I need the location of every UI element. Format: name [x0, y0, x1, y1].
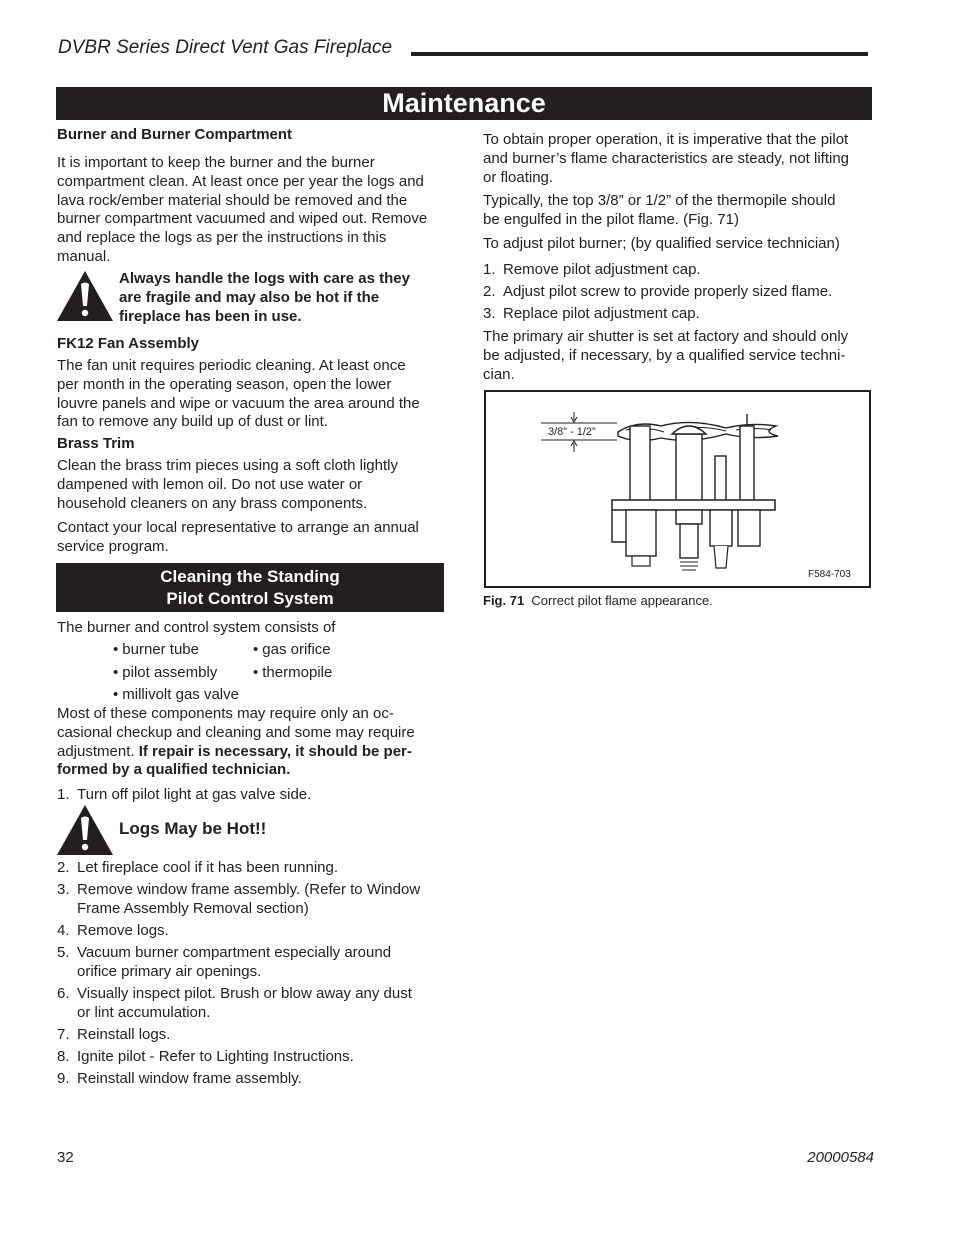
text-line: It is important to keep the burner and the burner [57, 154, 375, 171]
text-line: dampened with lemon oil. Do not use water or [57, 475, 363, 493]
figure-caption-text: Correct pilot flame appearance. [531, 593, 713, 608]
warning-triangle-icon [56, 270, 114, 322]
step-number: 5. [57, 944, 70, 961]
header-rule [411, 52, 868, 56]
component-label: millivolt gas valve [122, 686, 239, 703]
text-line: Always handle the logs with care as they [119, 270, 410, 287]
burner-paragraph [57, 154, 447, 267]
text-line: cian. [483, 365, 515, 383]
step-number: 2. [483, 283, 496, 300]
text-line [57, 743, 447, 762]
fan-heading: FK12 Fan Assembly [57, 335, 199, 352]
proper-operation-paragraph [483, 131, 873, 187]
step-number: 2. [57, 859, 70, 876]
step-text: Remove pilot adjustment cap. [503, 261, 701, 278]
most-components-paragraph [57, 705, 447, 780]
step-text [77, 1047, 447, 1066]
figure-number: Fig. 71 [483, 593, 525, 608]
step-number: 3. [57, 881, 70, 898]
step-number: 3. [483, 305, 496, 322]
text-line: casional checkup and cleaning and some may require [57, 723, 415, 741]
document-number: 20000584 [807, 1149, 874, 1166]
component-label: gas orifice [262, 641, 331, 658]
text-line: Remove logs. [77, 922, 169, 939]
text-line: be adjusted, if necessary, by a qualified service techni- [483, 346, 846, 364]
step-text [77, 1025, 447, 1044]
fan-paragraph [57, 357, 447, 432]
text-line: manual. [57, 247, 111, 265]
step-text [77, 1069, 447, 1088]
contact-paragraph [57, 519, 447, 557]
text-line: and replace the logs as per the instructions in this [57, 229, 387, 247]
text-line: or floating. [483, 168, 554, 186]
text-line: Remove window frame assembly. (Refer to Window [77, 881, 421, 898]
text-line: lava rock/ember material should be removed and the [57, 191, 408, 209]
component-bullet [113, 664, 217, 681]
text-line: household cleaners on any brass components. [57, 494, 368, 512]
component-bullet [253, 641, 331, 658]
section-banner: Maintenance [56, 87, 872, 120]
text-line: louvre panels and wipe or vacuum the area around the [57, 394, 420, 412]
step-number: 1. [483, 261, 496, 278]
text-line: fan to remove any build up of dust or lint. [57, 413, 328, 431]
text-line: service program. [57, 537, 169, 555]
thermopile-paragraph [483, 192, 873, 230]
text-line: per month in the operating season, open the lower [57, 375, 392, 393]
text-line: The fan unit requires periodic cleaning. At least once [57, 357, 406, 374]
burner-heading: Burner and Burner Compartment [57, 126, 293, 143]
step-number: 6. [57, 985, 70, 1002]
brass-heading: Brass Trim [57, 435, 135, 452]
step-number: 8. [57, 1048, 70, 1065]
step-text [77, 858, 447, 877]
logs-handling-warning [119, 269, 439, 326]
pilot-flame-figure [484, 390, 871, 588]
text-line: Cleaning the Standing [160, 567, 340, 586]
component-bullet [253, 664, 332, 681]
step-text [77, 984, 447, 1022]
text-line: be engulfed in the pilot flame. (Fig. 71) [483, 210, 739, 228]
dimension-label: 3/8” - 1/2” [548, 426, 596, 438]
figure-caption [483, 593, 713, 608]
qualified-technician-emphasis: If repair is necessary, it should be per- [138, 742, 412, 760]
text-line: Reinstall window frame assembly. [77, 1070, 302, 1087]
component-label: pilot assembly [122, 664, 218, 681]
logs-hot-warning: Logs May be Hot!! [119, 819, 267, 838]
step-text [77, 921, 447, 940]
text-line: Reinstall logs. [77, 1026, 171, 1043]
component-label: thermopile [262, 664, 333, 681]
text-line: To obtain proper operation, it is imperative that the pilot [483, 131, 849, 148]
step-text: Turn off pilot light at gas valve side. [77, 786, 312, 803]
text-line: or lint accumulation. [77, 1004, 211, 1021]
text-line: fireplace has been in use. [119, 308, 302, 325]
text-line: Most of these components may require only an oc- [57, 705, 394, 722]
text-line: Clean the brass trim pieces using a soft cloth lightly [57, 457, 398, 474]
text-line: Visually inspect pilot. Brush or blow away any dust [77, 985, 412, 1002]
qualified-technician-emphasis: formed by a qualified technician. [57, 761, 291, 779]
step-text [77, 943, 447, 981]
adjust-intro: To adjust pilot burner; (by qualified service technician) [483, 235, 840, 252]
text-span: adjustment. [57, 742, 139, 760]
step-text [77, 880, 447, 918]
warning-triangle-icon [56, 804, 114, 856]
pilot-assembly-illustration [486, 392, 869, 586]
text-line: are fragile and may also be hot if the [119, 289, 380, 306]
text-line: Typically, the top 3/8” or 1/2” of the thermopile should [483, 192, 836, 209]
air-shutter-paragraph [483, 328, 873, 384]
brass-paragraph [57, 457, 447, 513]
text-line: Let fireplace cool if it has been running. [77, 859, 338, 876]
text-line: Ignite pilot - Refer to Lighting Instructions. [77, 1048, 354, 1065]
component-bullet [113, 641, 199, 658]
step-number: 1. [57, 786, 70, 803]
step-number: 4. [57, 922, 70, 939]
component-bullet [113, 686, 239, 703]
text-line: The primary air shutter is set at factory and should only [483, 328, 849, 345]
text-line: and burner’s flame characteristics are steady, not lifting [483, 149, 850, 167]
document-header-title: DVBR Series Direct Vent Gas Fireplace [58, 37, 393, 58]
text-line: compartment clean. At least once per year the logs and [57, 172, 424, 190]
text-line: Frame Assembly Removal section) [77, 900, 309, 917]
text-line: Contact your local representative to arrange an annual [57, 519, 419, 536]
component-label: burner tube [122, 641, 199, 658]
step-text: Adjust pilot screw to provide properly sized flame. [503, 283, 833, 300]
text-line: burner compartment vacuumed and wiped out. Remove [57, 210, 428, 228]
text-line: Vacuum burner compartment especially around [77, 944, 392, 961]
step-text: Replace pilot adjustment cap. [503, 305, 700, 322]
page-number: 32 [57, 1149, 74, 1166]
pilot-system-banner [56, 563, 444, 612]
text-line: Pilot Control System [166, 589, 334, 608]
step-number: 9. [57, 1070, 70, 1087]
text-line: orifice primary air openings. [77, 963, 262, 980]
step-number: 7. [57, 1026, 70, 1043]
part-number-label: F584-703 [808, 569, 851, 580]
consists-intro: The burner and control system consists of [57, 619, 336, 636]
